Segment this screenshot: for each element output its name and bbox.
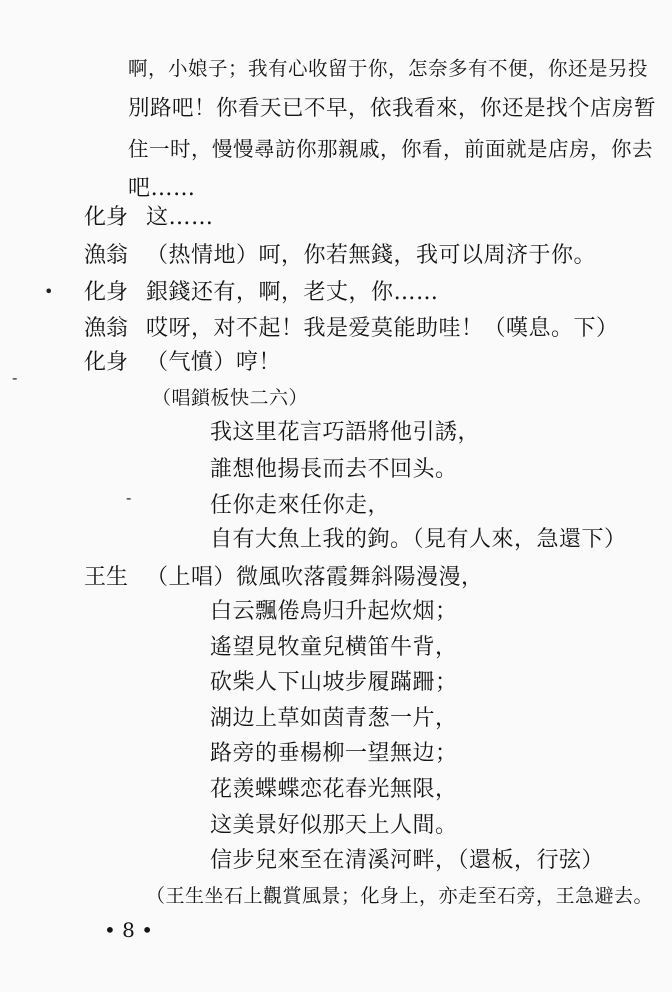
verse-line: 白云飄倦鳥归升起炊烟； <box>210 599 458 624</box>
verse-line: （上唱）微風吹落霞舞斜陽漫漫， <box>146 565 484 590</box>
dialogue-text: 哎呀，对不起！我是爱莫能助哇！（嘆息。下） <box>146 316 619 341</box>
speaker-name: 化身 <box>84 280 129 305</box>
stage-direction: （王生坐石上觀賞風景；化身上，亦走至石旁，王急避去。 <box>146 885 654 907</box>
paragraph-line: 別路吧！你看天已不早，依我看來，你还是找个店房暂 <box>128 96 657 121</box>
speaker-name: 化身 <box>84 205 129 230</box>
dialogue-text: （热情地）呵，你若無錢，我可以周济于你。 <box>146 243 597 268</box>
speaker-name: 漁翁 <box>84 316 129 341</box>
print-speck: - <box>126 488 132 507</box>
dialogue-text: 这…… <box>146 205 214 230</box>
print-speck: • <box>44 282 54 301</box>
verse-line: 信步兒來至在清溪河畔，（還板，行弦） <box>210 848 605 873</box>
verse-line: 遙望見牧童兒横笛牛背， <box>210 635 458 660</box>
verse-line: 路旁的垂楊柳一望無边； <box>210 741 458 766</box>
dialogue-text: （气憤）哼！ <box>146 350 282 375</box>
paragraph-line: 住一时，慢慢尋訪你那親戚，你看，前面就是店房，你去 <box>128 137 653 161</box>
paragraph-line: 啊，小娘子；我有心收留于你，怎奈多有不便，你还是另投 <box>128 57 649 80</box>
speaker-name: 化身 <box>84 350 129 375</box>
paragraph-line: 吧…… <box>128 176 196 201</box>
verse-line: 我这里花言巧語將他引誘， <box>210 420 481 445</box>
dialogue-text: 銀錢还有，啊，老丈，你…… <box>146 280 439 305</box>
verse-line: 砍柴人下山坡步履蹣跚； <box>210 670 458 695</box>
verse-line: 誰想他揚長而去不回头。 <box>210 457 458 482</box>
page-number: • 8 • <box>104 918 154 942</box>
verse-line: 湖边上草如茵青葱一片， <box>210 706 458 731</box>
verse-line: 花羡蝶蝶恋花春光無限， <box>210 777 458 802</box>
stage-direction: （唱鎖板快二六） <box>152 387 309 409</box>
verse-line: 任你走來任你走， <box>210 493 391 518</box>
speaker-name: 王生 <box>84 565 129 590</box>
verse-line: 自有大魚上我的鉤。（見有人來，急還下） <box>210 527 627 552</box>
verse-line: 这美景好似那天上人間。 <box>210 813 458 838</box>
speaker-name: 漁翁 <box>84 243 129 268</box>
print-speck: - <box>12 368 18 387</box>
